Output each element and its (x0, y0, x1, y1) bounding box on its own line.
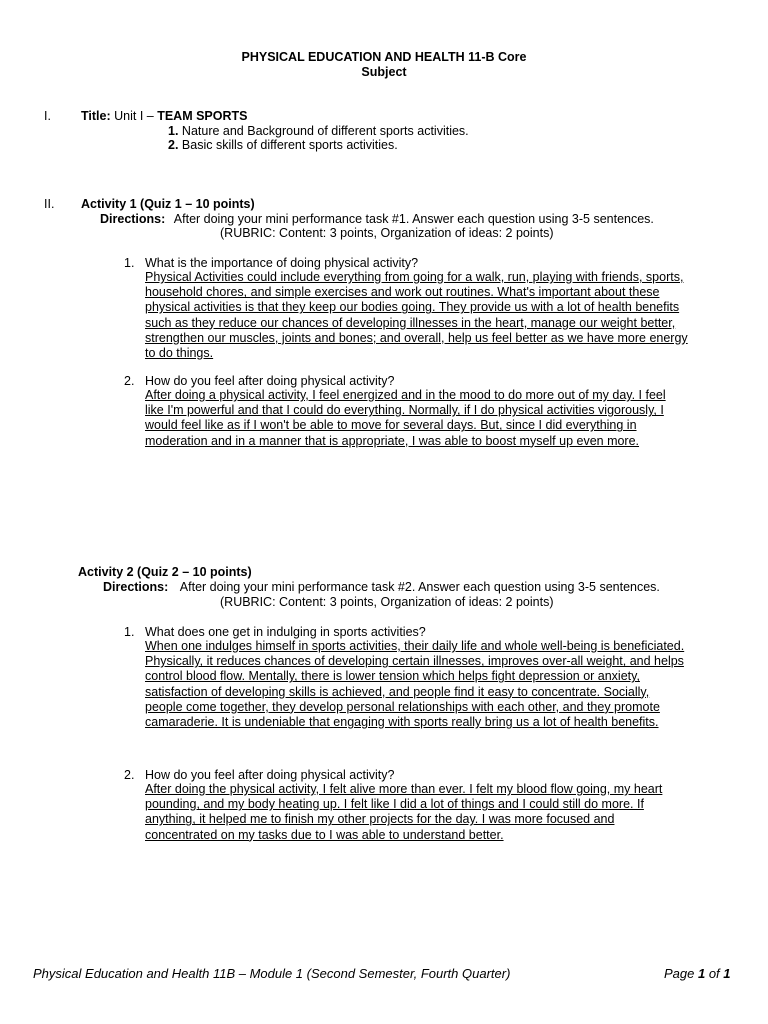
activity-2-directions (103, 580, 660, 594)
answer-line: Physically, it reduces chances of developing certain illnesses, improves over-all weight, and helps (145, 654, 684, 669)
title-label: Title: (81, 109, 111, 123)
topic-number: 2. (168, 138, 179, 152)
answer-line: anything, it helped me to finish my other projects for the day. I was more focused and (145, 812, 615, 827)
answer-line: After doing the physical activity, I felt alive more than ever. I felt my blood flow going, my heart (145, 782, 663, 796)
topic-number: 1. (168, 124, 179, 138)
question-number: 2. (124, 374, 135, 388)
answer-line: control blood flow. Mentally, there is lower tension which helps fight depression or anxiety, (145, 669, 640, 684)
topic-text: Basic skills of different sports activities. (178, 138, 398, 152)
question-text: How do you feel after doing physical activity? (145, 768, 395, 782)
activity-1-rubric: (RUBRIC: Content: 3 points, Organization of ideas: 2 points) (220, 226, 554, 240)
directions-label: Directions: (100, 212, 166, 226)
answer-line: concentrated on my tasks due to I was able to understand better. (145, 827, 504, 842)
question-number: 1. (124, 625, 135, 639)
answer-line: such as they reduce our chances of developing illnesses in the heart, manage our weight better, (145, 315, 676, 330)
activity-1-title: Activity 1 (Quiz 1 – 10 points) (81, 197, 255, 211)
answer-line: would feel like as if I won't be able to move for several days. But, since I did everything in (145, 418, 637, 433)
answer-line: camaraderie. It is undeniable that engaging with sports really bring us a lot of health benefits. (145, 715, 659, 730)
answer-text (145, 639, 745, 730)
activity-2-title: Activity 2 (Quiz 2 – 10 points) (78, 565, 252, 579)
section-title (81, 109, 247, 123)
answer-text (145, 270, 745, 361)
activity-1-directions (100, 212, 654, 226)
answer-line: like I'm powerful and that I could do everything. Normally, if I do physical activities vigorously, I (145, 403, 664, 418)
title-unit: Unit I – (110, 109, 158, 123)
answer-text (145, 782, 745, 843)
answer-line: people come together, they develop personal relationships with each other, and they promote (145, 699, 660, 714)
page-total: 1 (723, 966, 731, 981)
question-text: What does one get in indulging in sports activities? (145, 625, 426, 639)
answer-line: Physical Activities could include everything from going for a walk, run, playing with friends, sports, (145, 270, 684, 284)
page-number (664, 966, 731, 981)
question-number: 1. (124, 256, 135, 270)
answer-line: household chores, and simple exercises and work out routines. What's important about these (145, 285, 660, 300)
question-text: How do you feel after doing physical activity? (145, 374, 395, 388)
directions-label: Directions: (103, 580, 169, 594)
answer-line: moderation and in a manner that is appropriate, I was able to boost myself up even more. (145, 433, 640, 448)
answer-line: pounding, and my body heating up. I felt like I did a lot of things and I could still do more. If (145, 797, 644, 812)
answer-text (145, 388, 745, 449)
page-of: of (705, 966, 724, 981)
question-number: 2. (124, 768, 135, 782)
answer-line: strengthen our muscles, joints and bones; and overall, help us feel better as we have more energy (145, 330, 688, 345)
footer-text: Physical Education and Health 11B – Module 1 (Second Semester, Fourth Quarter) (33, 966, 511, 981)
question-text: What is the importance of doing physical activity? (145, 256, 419, 270)
directions-text: After doing your mini performance task #2. Answer each question using 3-5 sentences. (179, 580, 660, 594)
answer-line: When one indulges himself in sports activities, their daily life and whole well-being is beneficiated. (145, 639, 685, 653)
activity-2-rubric: (RUBRIC: Content: 3 points, Organization of ideas: 2 points) (220, 595, 554, 609)
answer-line: physical activities is that they keep our bodies going. They provide us with a lot of health benefits (145, 300, 680, 315)
section-numeral-2: II. (44, 197, 55, 211)
title-name: TEAM SPORTS (157, 109, 248, 123)
topic-text: Nature and Background of different sports activities. (178, 124, 469, 138)
section-numeral-1: I. (44, 109, 51, 123)
answer-line: After doing a physical activity, I feel energized and in the mood to do more out of my day. I feel (145, 388, 666, 402)
answer-line: satisfaction of developing skills is achieved, and people find it easy to concentrate. Socially, (145, 684, 650, 699)
topic-item (168, 138, 398, 152)
document-title: PHYSICAL EDUCATION AND HEALTH 11-B Core (241, 50, 527, 64)
topic-item (168, 124, 469, 138)
page-current: 1 (697, 966, 706, 981)
directions-text: After doing your mini performance task #1. Answer each question using 3-5 sentences. (173, 212, 654, 226)
page-prefix: Page (664, 966, 698, 981)
answer-line: to do things. (145, 346, 214, 361)
document-subtitle: Subject (361, 65, 407, 79)
